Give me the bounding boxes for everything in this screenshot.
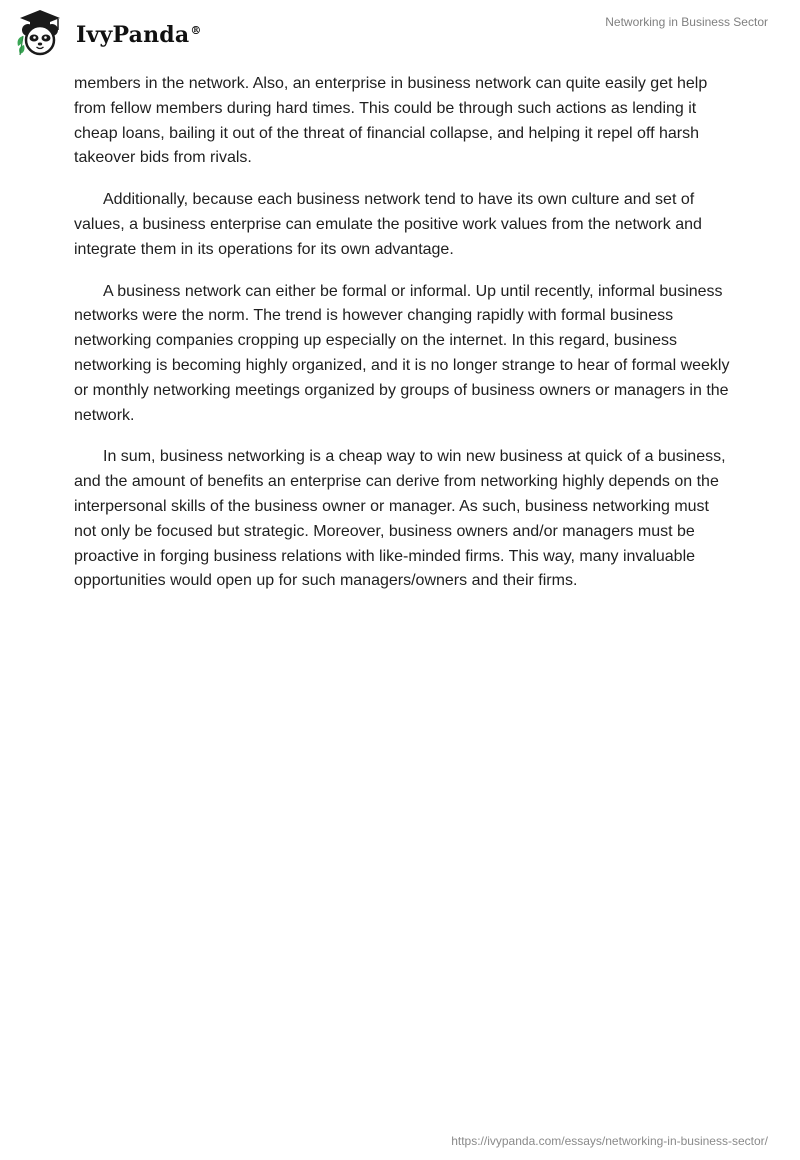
source-url-link[interactable]: https://ivypanda.com/essays/networking-in-business-sector/ <box>451 1134 768 1148</box>
document-title: Networking in Business Sector <box>605 15 768 29</box>
page-header <box>0 0 800 60</box>
brand-name: IvyPanda® <box>76 22 202 48</box>
paragraph-1: members in the network. Also, an enterprise in business network can quite easily get help from fellow members during hard times. This could be through such actions as lending it cheap loans, bailing it out of the threat of financial collapse, and helping it repel off harsh takeover bids from rivals. <box>74 75 708 167</box>
paragraph-3: A business network can either be formal or informal. Up until recently, informal business networks were the norm. The trend is however changing rapidly with formal business networking companies cropping up especially on the internet. In this regard, business networking is becoming highly organized, and it is no longer strange to hear of formal weekly or monthly networking meetings organized by groups of business owners or managers in the network. <box>74 282 730 424</box>
brand-logo[interactable] <box>14 8 202 58</box>
panda-graduate-icon <box>14 8 66 58</box>
registered-mark: ® <box>190 23 202 37</box>
essay-body <box>74 72 730 611</box>
paragraph-2: Additionally, because each business network tend to have its own culture and set of values, a business enterprise can emulate the positive work values from the network and integrate them in its operations for its own advantage. <box>74 191 702 258</box>
paragraph-4: In sum, business networking is a cheap way to win new business at quick of a business, and the amount of benefits an enterprise can derive from networking highly depends on the interpersonal skills of the business owner or manager. As such, business networking must not only be focused but strategic. Moreover, business owners and/or managers must be proactive in forging business relations with like-minded firms. This way, many invaluable opportunities would open up for such managers/owners and their firms. <box>74 448 726 590</box>
